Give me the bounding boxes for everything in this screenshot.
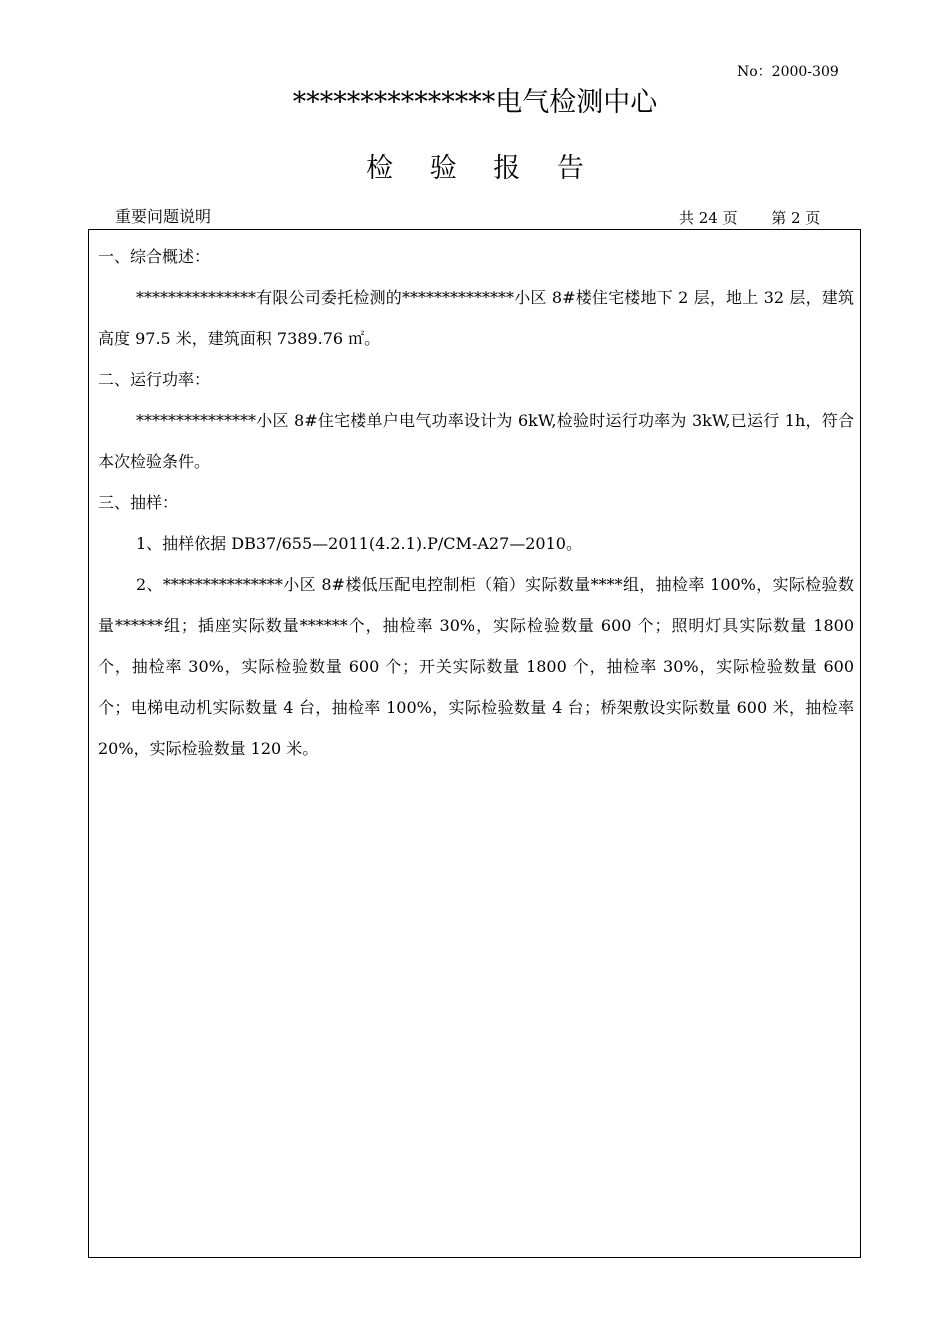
center-name: ***************电气检测中心 — [292, 87, 658, 118]
report-number: No：2000-309 — [737, 64, 839, 80]
power-paragraph: ***************小区 8#住宅楼单户电气功率设计为 6kW,检验时运行功率为 3kW,已运行 1h，符合本次检验条件。 — [98, 411, 854, 471]
report-title: 检 验 报 告 — [366, 153, 598, 184]
section-label: 重要问题说明 — [115, 207, 212, 226]
section-heading-power: 二、运行功率： — [98, 370, 211, 389]
sampling-item-2: 2、***************小区 8#楼低压配电控制柜（箱）实际数量****组，抽检率 100%，实际检验数量******组；插座实际数量******个，抽检率 30%，实际检验数量 600 个；照明灯具实际数量 1800 个，抽检率 30%，实际检验数量 600 个；开关实际数量 1800 个，抽检率 30%，实际检验数量 600 个；电梯电动机实际数量 4 台，抽检率 100%，实际检验数量 4 台；桥架敷设实际数量 600 米，抽检率 20%，实际检验数量 120 米。 — [98, 575, 854, 758]
report-content — [98, 236, 854, 769]
total-pages: 共 24 页 — [679, 209, 738, 227]
section-heading-sampling: 三、抽样： — [98, 493, 179, 512]
current-page: 第 2 页 — [771, 209, 821, 227]
sampling-item-1: 1、抽样依据 DB37/655—2011(4.2.1).P/CM-A27—2010。 — [136, 534, 582, 553]
section-heading-overview: 一、综合概述： — [98, 247, 211, 266]
page-info — [679, 207, 820, 228]
overview-paragraph: ***************有限公司委托检测的**************小区 8#楼住宅楼地下 2 层，地上 32 层，建筑高度 97.5 米，建筑面积 7389.76 ㎡。 — [98, 288, 854, 348]
